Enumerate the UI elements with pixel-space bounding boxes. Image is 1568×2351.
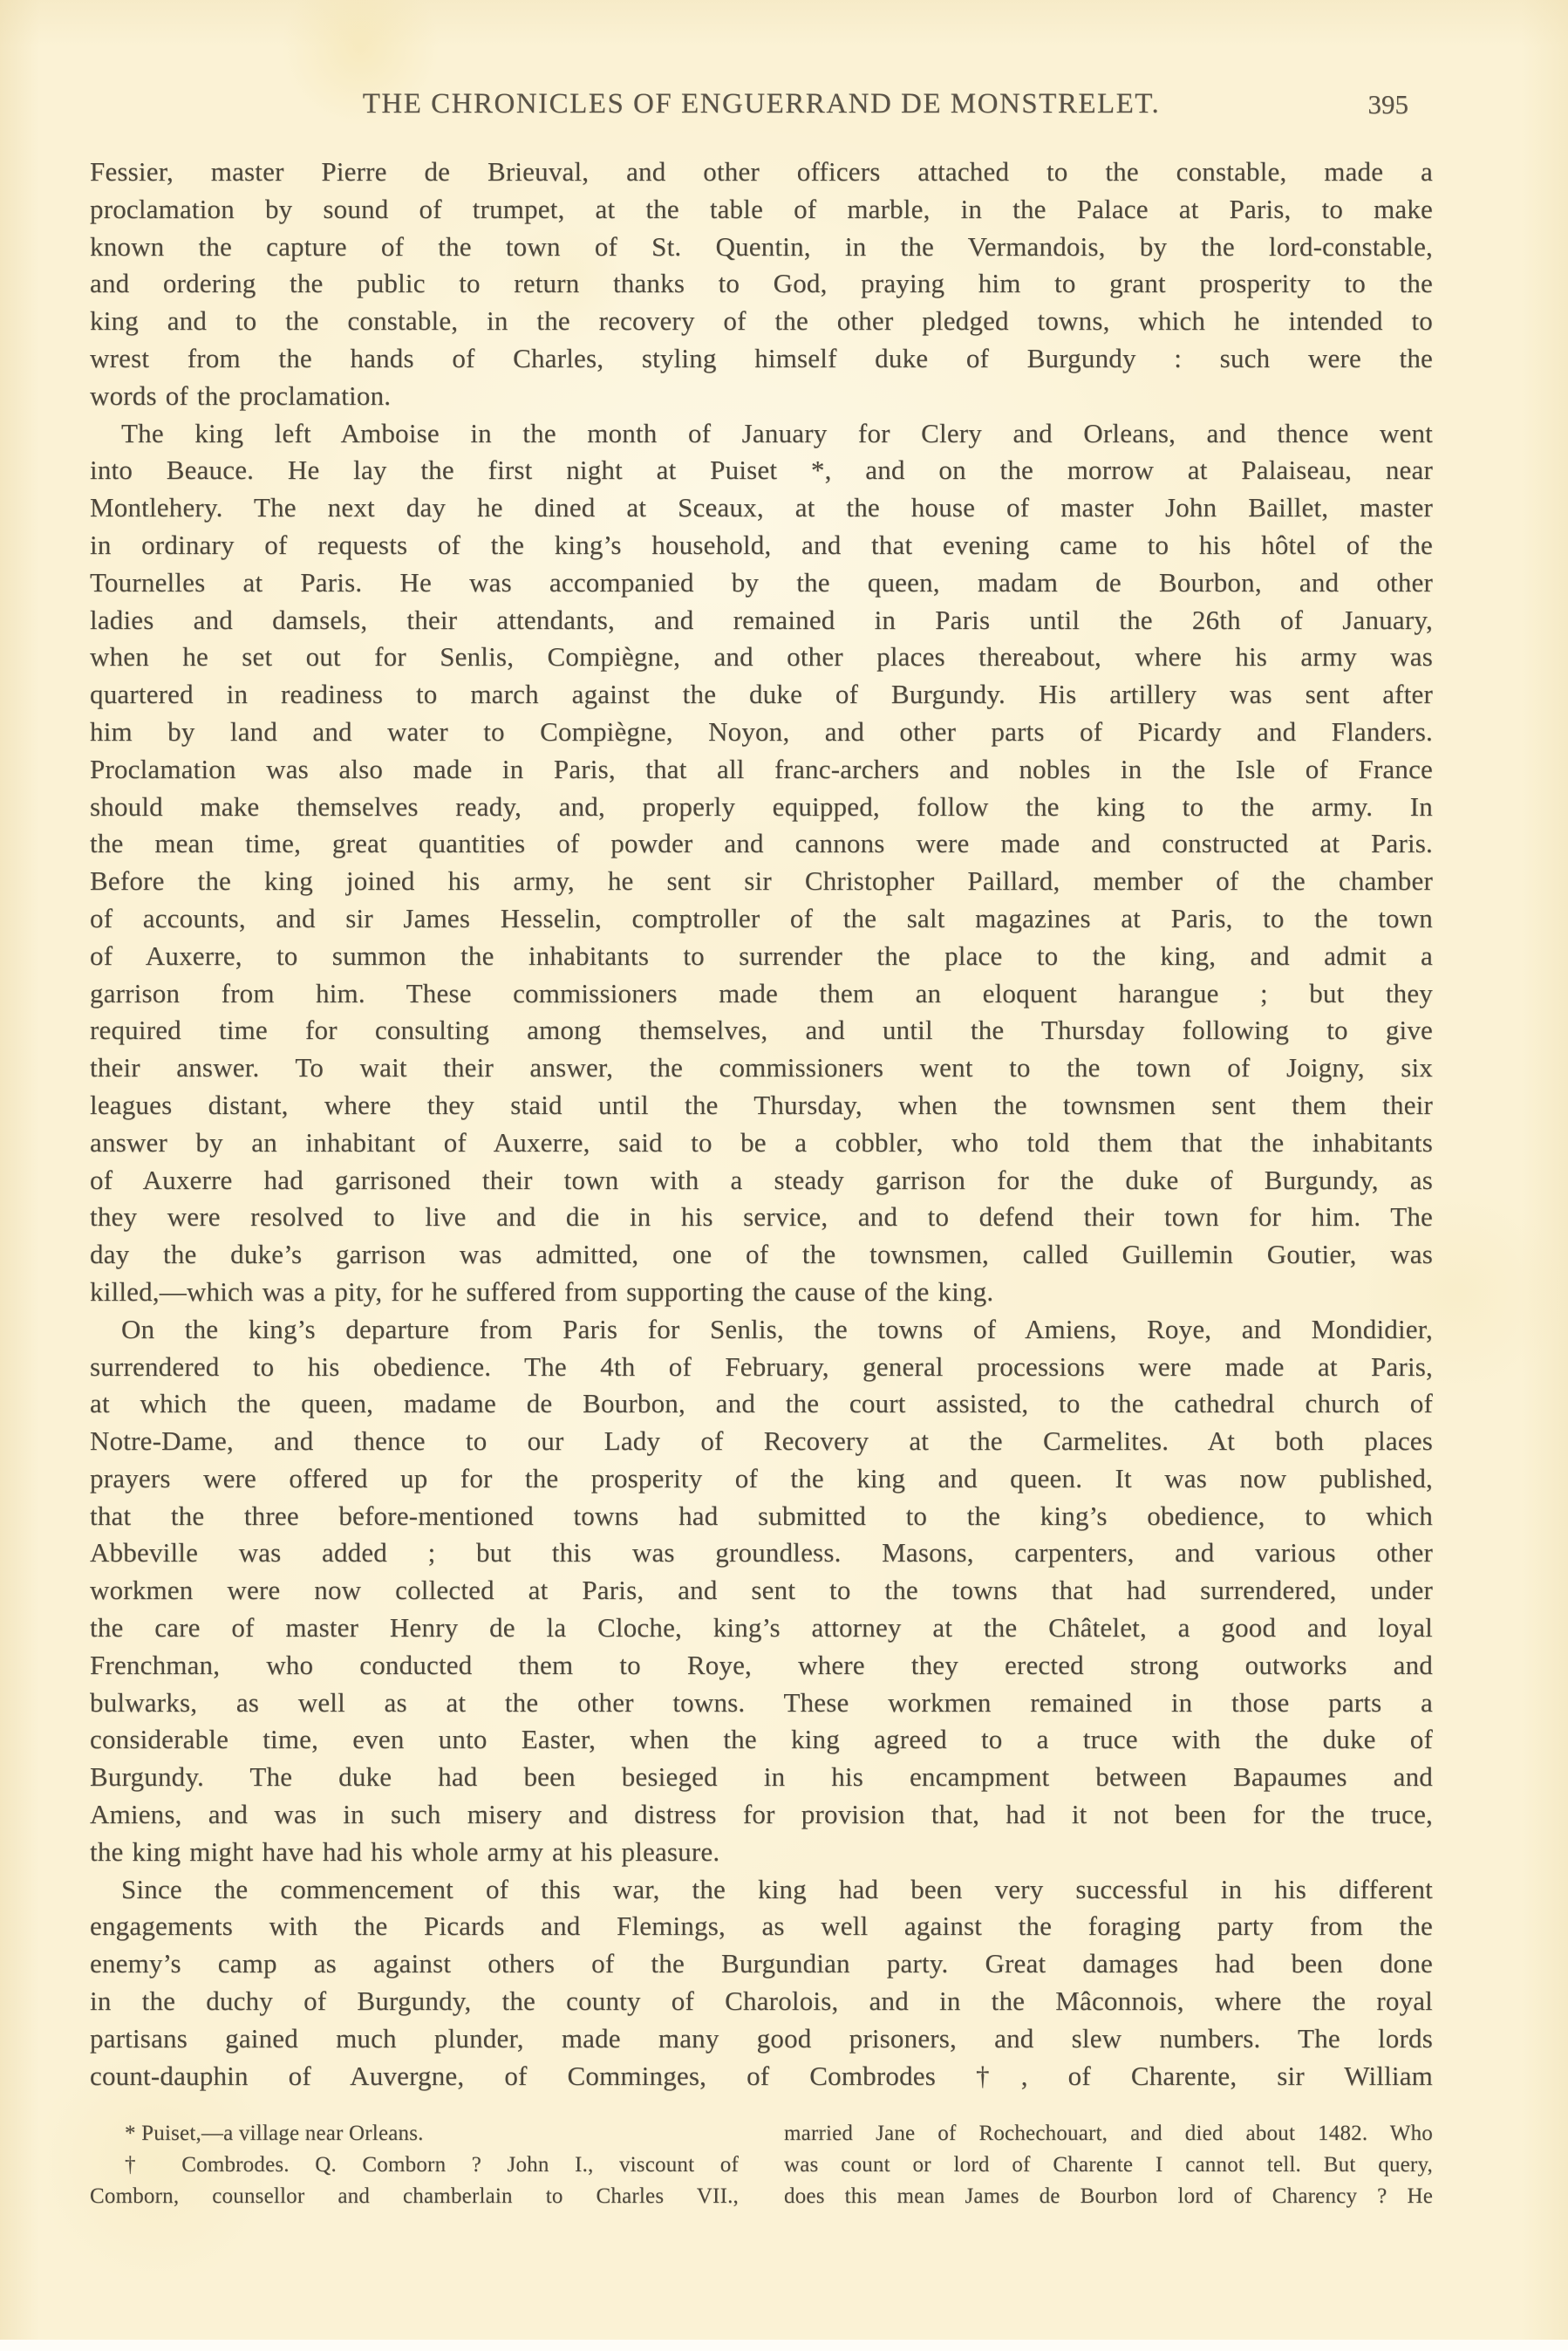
scan-bottom-edge — [0, 2340, 1568, 2351]
text-line: their answer. To wait their answer, the commissioners went to the town of Joigny, six — [90, 1052, 1433, 1083]
page-number: 395 — [1367, 89, 1408, 120]
page-header — [90, 88, 1433, 126]
text-line: married Jane of Rochechouart, and died about 1482. Who — [784, 2122, 1433, 2145]
text-line: Since the commencement of this war, the king had been very successful in his different — [121, 1873, 1433, 1904]
text-line: wrest from the hands of Charles, styling himself duke of Burgundy : such were the — [90, 342, 1433, 373]
text-line: partisans gained much plunder, made many good prisoners, and slew numbers. The lords — [90, 2022, 1433, 2054]
text-line: considerable time, even unto Easter, when the king agreed to a truce with the duke of — [90, 1724, 1433, 1755]
text-line: in the duchy of Burgundy, the county of Charolois, and in the Mâconnois, where the royal — [90, 1985, 1433, 2017]
text-line: the care of master Henry de la Cloche, king’s attorney at the Châtelet, a good and loyal — [90, 1612, 1433, 1644]
text-line: Burgundy. The duke had been besieged in his encampment between Bapaumes and — [90, 1761, 1433, 1793]
text-line: answer by an inhabitant of Auxerre, said to be a cobbler, who told them that the inhabitants — [90, 1126, 1433, 1158]
text-line: The king left Amboise in the month of January for Clery and Orleans, and thence went — [121, 417, 1433, 448]
text-line: Tournelles at Paris. He was accompanied by the queen, madam de Bourbon, and other — [90, 566, 1433, 598]
text-line: garrison from him. These commissioners made them an eloquent harangue ; but they — [90, 977, 1433, 1008]
text-line: was count or lord of Charente I cannot tell. But query, — [784, 2153, 1433, 2177]
paragraph-1 — [90, 154, 1433, 415]
running-title: THE CHRONICLES OF ENGUERRAND DE MONSTRELET. — [362, 88, 1161, 120]
text-line: they were resolved to live and die in his service, and to defend their town for him. The — [90, 1201, 1433, 1233]
text-line: the mean time, great quantities of powder and cannons were made and constructed at Paris. — [90, 828, 1433, 859]
paragraph-4 — [90, 1871, 1433, 2095]
text-line: king and to the constable, in the recovery of the other pledged towns, which he intended to — [90, 305, 1433, 337]
text-line: engagements with the Picards and Flemings, as well against the foraging party from the — [90, 1910, 1433, 1942]
text-line: should make themselves ready, and, properly equipped, follow the king to the army. In — [90, 790, 1433, 822]
text-line: leagues distant, where they staid until the Thursday, when the townsmen sent them their — [90, 1089, 1433, 1120]
text-line: Comborn, counsellor and chamberlain to Charles VII., — [90, 2184, 739, 2208]
text-line: the king might have had his whole army at his pleasure. — [90, 1835, 720, 1867]
text-line: quartered in readiness to march against the duke of Burgundy. His artillery was sent after — [90, 679, 1433, 710]
text-line: bulwarks, as well as at the other towns. These workmen remained in those parts a — [90, 1686, 1433, 1718]
paragraph-2 — [90, 415, 1433, 1311]
text-line: ladies and damsels, their attendants, and remained in Paris until the 26th of January, — [90, 604, 1433, 635]
body-text — [90, 154, 1433, 2095]
text-line: of Auxerre, to summon the inhabitants to surrender the place to the king, and admit a — [90, 940, 1433, 971]
text-line: does this mean James de Bourbon lord of Charency ? He — [784, 2184, 1433, 2208]
text-line: known the capture of the town of St. Quentin, in the Vermandois, by the lord-constable, — [90, 230, 1433, 262]
text-line: count-dauphin of Auvergne, of Comminges, of Combrodes †, of Charente, sir William — [90, 2060, 1433, 2091]
text-line: Montlehery. The next day he dined at Sceaux, at the house of master John Baillet, master — [90, 492, 1433, 523]
text-line: prayers were offered up for the prosperity of the king and queen. It was now published, — [90, 1462, 1433, 1493]
text-line: surrendered to his obedience. The 4th of February, general processions were made at Paris, — [90, 1350, 1433, 1382]
text-line: into Beauce. He lay the first night at Puiset *, and on the morrow at Palaiseau, near — [90, 454, 1433, 486]
text-line: required time for consulting among themselves, and until the Thursday following to give — [90, 1015, 1433, 1046]
text-line: Proclamation was also made in Paris, that all franc-archers and nobles in the Isle of France — [90, 753, 1433, 784]
text-line: Abbeville was added ; but this was groundless. Masons, carpenters, and various other — [90, 1537, 1433, 1568]
text-line: On the king’s departure from Paris for Senlis, the towns of Amiens, Roye, and Mondidier, — [121, 1313, 1433, 1344]
text-line: Notre-Dame, and thence to our Lady of Recovery at the Carmelites. At both places — [90, 1425, 1433, 1457]
text-line: killed,—which was a pity, for he suffered from supporting the cause of the king. — [90, 1275, 994, 1307]
text-line: Before the king joined his army, he sent sir Christopher Paillard, member of the chamber — [90, 865, 1433, 897]
text-line: in ordinary of requests of the king’s household, and that evening came to his hôtel of the — [90, 529, 1433, 560]
text-line: of Auxerre had garrisoned their town with a steady garrison for the duke of Burgundy, as — [90, 1164, 1433, 1195]
text-line: of accounts, and sir James Hesselin, comptroller of the salt magazines at Paris, to the town — [90, 902, 1433, 933]
text-line: * Puiset,—a village near Orleans. — [125, 2122, 424, 2145]
text-line: that the three before-mentioned towns had submitted to the king’s obedience, to which — [90, 1500, 1433, 1531]
text-line: proclamation by sound of trumpet, at the table of marble, in the Palace at Paris, to make — [90, 193, 1433, 224]
text-line: words of the proclamation. — [90, 379, 392, 411]
footnote-column-right — [784, 2118, 1433, 2212]
text-line: when he set out for Senlis, Compiègne, and other places thereabout, where his army was — [90, 641, 1433, 673]
paragraph-3 — [90, 1311, 1433, 1871]
text-line: enemy’s camp as against others of the Burgundian party. Great damages had been done — [90, 1948, 1433, 1979]
text-line: workmen were now collected at Paris, and sent to the towns that had surrendered, under — [90, 1575, 1433, 1606]
footnote-column-left — [90, 2118, 739, 2212]
text-line: Amiens, and was in such misery and distress for provision that, had it not been for the truce, — [90, 1799, 1433, 1830]
footnotes — [90, 2118, 1433, 2212]
text-line: Fessier, master Pierre de Brieuval, and other officers attached to the constable, made a — [90, 156, 1433, 187]
text-line: at which the queen, madame de Bourbon, and the court assisted, to the cathedral church of — [90, 1388, 1433, 1419]
text-line: † Combrodes. Q. Comborn ? John I., viscount of — [125, 2153, 739, 2177]
text-line: and ordering the public to return thanks to God, praying him to grant prosperity to the — [90, 268, 1433, 299]
text-line: Frenchman, who conducted them to Roye, where they erected strong outworks and — [90, 1649, 1433, 1680]
text-line: day the duke’s garrison was admitted, one of the townsmen, called Guillemin Goutier, was — [90, 1239, 1433, 1270]
text-line: him by land and water to Compiègne, Noyon, and other parts of Picardy and Flanders. — [90, 715, 1433, 747]
